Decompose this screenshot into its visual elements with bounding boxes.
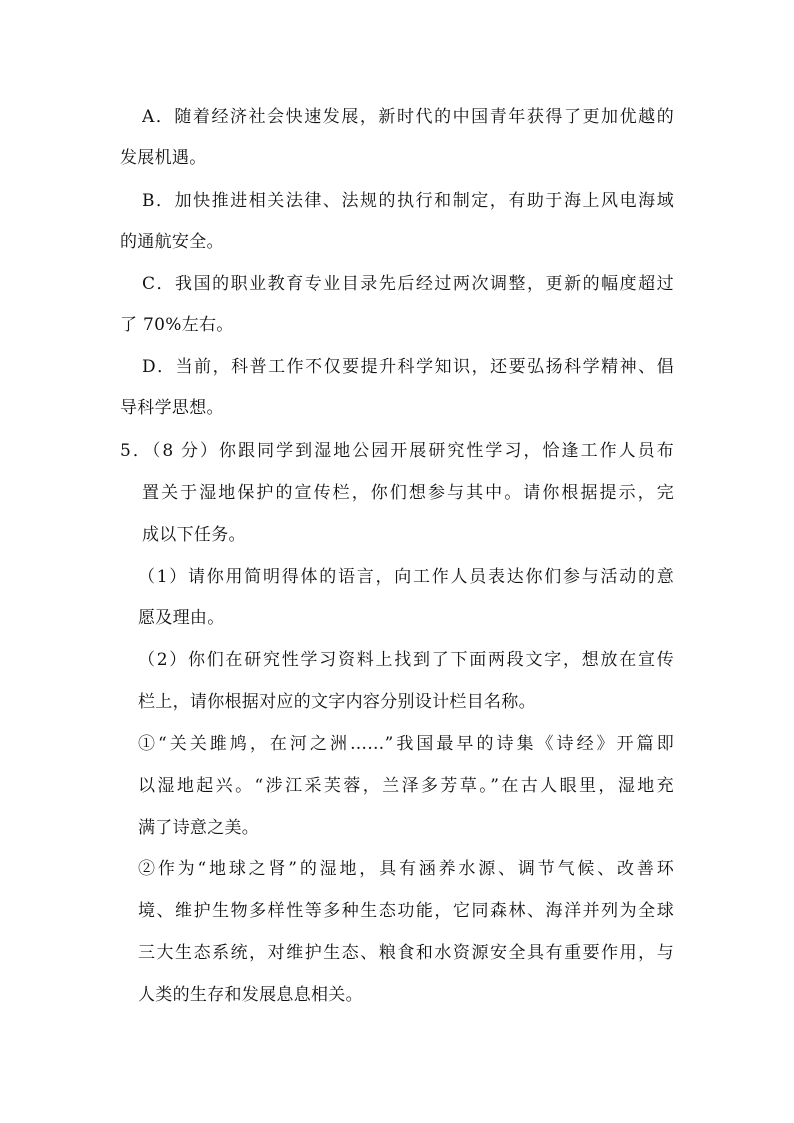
option-d-line-2: 导科学思想。 [120,398,224,418]
question-5-line-1: 5．（8 分）你跟同学到湿地公园开展研究性学习，恰逢工作人员布 [120,441,674,461]
option-c-line-1: C．我国的职业教育专业目录先后经过两次调整，更新的幅度超过 [142,274,674,294]
passage-2-line-1: ②作为“地球之肾”的湿地，具有涵养水源、调节气候、改善环 [138,859,674,879]
part-1-line-2: 愿及理由。 [138,608,225,628]
option-b-line-1: B．加快推进相关法律、法规的执行和制定，有助于海上风电海域 [142,191,674,211]
part-2-line-1: （2）你们在研究性学习资料上找到了下面两段文字，想放在宣传 [138,650,674,670]
option-d-line-1: D．当前，科普工作不仅要提升科学知识，还要弘扬科学精神、倡 [142,357,674,377]
passage-2-line-3: 三大生态系统，对维护生态、粮食和水资源安全具有重要作用，与 [138,943,674,963]
passage-1-line-1: ①“关关雎鸠，在河之洲……”我国最早的诗集《诗经》开篇即 [138,734,674,754]
question-5-line-2: 置关于湿地保护的宣传栏，你们想参与其中。请你根据提示，完 [142,483,674,503]
question-5-line-3: 成以下任务。 [142,525,246,545]
option-a-line-2: 发展机遇。 [120,148,207,168]
passage-1-line-2: 以湿地起兴。“涉江采芙蓉，兰泽多芳草。”在古人眼里，湿地充 [138,776,674,796]
passage-1-line-3: 满了诗意之美。 [138,818,260,838]
passage-2-line-2: 境、维护生物多样性等多种生态功能，它同森林、海洋并列为全球 [138,901,674,921]
part-2-line-2: 栏上，请你根据对应的文字内容分别设计栏目名称。 [138,692,536,712]
option-b-line-2: 的通航安全。 [120,232,224,252]
part-1-line-1: （1）请你用简明得体的语言，向工作人员表达你们参与活动的意 [138,567,674,587]
option-a-line-1: A．随着经济社会快速发展，新时代的中国青年获得了更加优越的 [142,107,674,127]
passage-2-line-4: 人类的生存和发展息息相关。 [138,985,363,1005]
option-c-line-2: 了 70%左右。 [120,315,234,335]
